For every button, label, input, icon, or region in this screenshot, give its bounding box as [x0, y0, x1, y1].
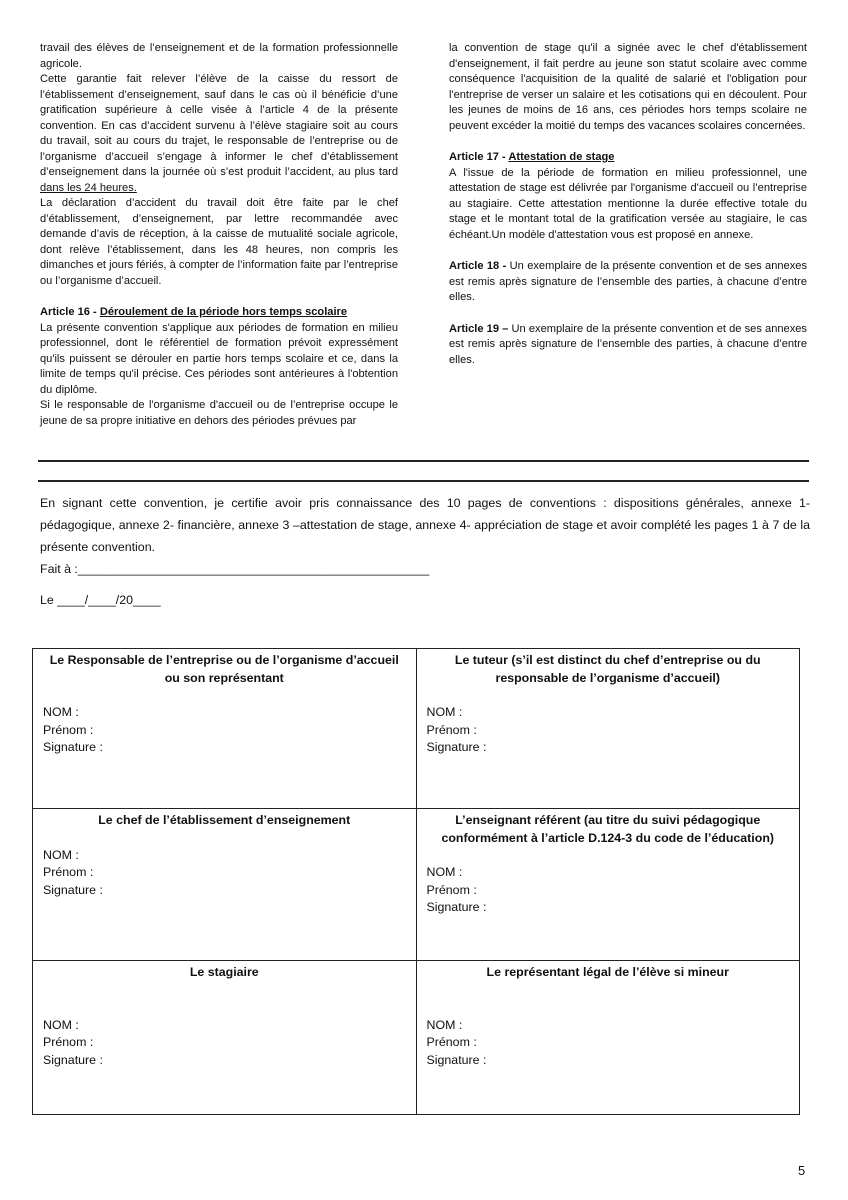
signature-fields: [43, 982, 406, 1070]
right-paragraph-1: la convention de stage qu'il a signée avec le chef d'établissement d'enseignement, il fait perdre au jeune son statut scolaire avec comme conséquence l'acquisition de la qualité de salarié et l'obligation pour l'entreprise de verser un salaire et les cotisations qui en découlent. Pour les jeunes de moins de 16 ans, ces périodes hors temps scolaire ne peuvent excéder la moitié du temps des vacances scolaires concernées.: [449, 42, 807, 132]
left-paragraph-2-text: Cette garantie fait relever l’élève de la caisse du ressort de l’établissement d’enseignement, sauf dans le cas où il bénéficie d’une gratification supérieure à celle visée à l’article 4 de la présente convention. En cas d’accident survenu à l’élève stagiaire soit au cours du travail, soit au cours du trajet, le responsable de l’entreprise ou de l’organisme d’accueil s’engage à informer le chef d’établissement d’enseignement dans la journée où s’est produit l’accident, au plus tard: [40, 73, 398, 178]
cell-title: Le stagiaire: [189, 965, 259, 979]
signature-cell-school-head[interactable]: [33, 809, 417, 961]
cell-title: Le chef de l’établissement d’enseignement: [98, 813, 351, 827]
signature-cell-company-manager[interactable]: [33, 649, 417, 809]
nom-label: NOM :: [426, 1017, 463, 1032]
signature-cell-legal-guardian[interactable]: [416, 961, 800, 1115]
prenom-label: Prénom :: [43, 1035, 94, 1049]
article-17-title: Attestation de stage: [508, 151, 615, 163]
article-18-label: Article 18 -: [449, 260, 510, 272]
signature-cell-trainee[interactable]: [33, 961, 417, 1115]
cell-title: Le représentant légal de l’élève si mineur: [486, 965, 729, 979]
prenom-label: Prénom :: [43, 722, 94, 737]
article-17-heading: [449, 150, 807, 166]
date-field[interactable]: Le ____/____/20____: [40, 593, 161, 607]
page-number: 5: [798, 1163, 806, 1178]
article-18-text: Un exemplaire de la présente convention et de ses annexes est remis après signature de l’ensemble des parties, à chacune d’entre elles.: [449, 260, 807, 303]
left-paragraph-2-deadline: dans les 24 heures.: [40, 181, 137, 194]
signature-fields: [43, 830, 406, 900]
nom-label: NOM :: [43, 847, 79, 862]
signature-label: Signature :: [426, 1052, 487, 1067]
signature-table: [32, 648, 800, 1115]
left-paragraph-3: La déclaration d’accident du travail doit être faite par le chef d’établissement, d’enseignement, par lettre recommandée avec demande d’avis de réception, à la caisse de mutualité sociale agricole, dont relève l’établissement, dans les 48 heures, non compris les dimanches et jours fériés, à compter de l’information faite par l’entreprise ou l’organisme d’accueil.: [40, 197, 398, 287]
nom-label: NOM :: [43, 1017, 79, 1032]
left-column: [40, 41, 398, 429]
signature-fields: [427, 982, 790, 1070]
article-16-heading: [40, 305, 398, 321]
article-16-paragraph-2: Si le responsable de l'organisme d'accueil ou de l’entreprise occupe le jeune de sa propre initiative en dehors des périodes prévues par: [40, 399, 398, 427]
place-field[interactable]: Fait à :___________________________________________________: [40, 562, 430, 576]
divider-top: [38, 460, 809, 462]
signature-fields: [43, 687, 406, 757]
article-18: [449, 259, 807, 306]
left-paragraph-2: [40, 72, 398, 196]
signature-label: Signature :: [43, 740, 103, 754]
divider-bottom: [38, 480, 809, 482]
article-19: [449, 322, 807, 369]
signature-cell-referent-teacher[interactable]: [416, 809, 800, 961]
left-paragraph-1: travail des élèves de l’enseignement et de la formation professionnelle agricole.: [40, 42, 398, 70]
nom-label: NOM :: [426, 865, 463, 879]
prenom-label: Prénom :: [43, 865, 94, 879]
cell-title: L’enseignant référent (au titre du suivi pédagogique conformément à l’article D.124-3 du code de l’éducation): [441, 813, 775, 845]
certification-statement: En signant cette convention, je certifie avoir pris connaissance des 10 pages de conventions : dispositions générales, annexe 1- pédagogique, annexe 2- financière, annexe 3 –attestation de stage, annexe 4- appréciation de stage et avoir complété les pages 1 à 7 de la présente convention.: [40, 496, 810, 554]
article-16-paragraph-1: La présente convention s'applique aux périodes de formation en milieu professionnel, dont le référentiel de formation prévoit expressément qu'ils puissent se dérouler en partie hors temps scolaire et ce, dans la limite de temps qu'il précise. Ces périodes sont antérieures à l'obtention du diplôme.: [40, 321, 398, 396]
prenom-label: Prénom :: [426, 722, 477, 737]
signature-label: Signature :: [426, 900, 487, 914]
cell-title: Le Responsable de l’entreprise ou de l’organisme d’accueil ou son représentant: [49, 653, 399, 685]
prenom-label: Prénom :: [426, 882, 477, 897]
nom-label: NOM :: [43, 705, 79, 719]
prenom-label: Prénom :: [426, 1035, 477, 1049]
article-17-label: Article 17 -: [449, 151, 509, 163]
signature-fields: [427, 847, 790, 917]
article-19-label: Article 19 –: [449, 322, 512, 335]
article-16-label: Article 16 -: [40, 306, 100, 318]
signature-fields: [427, 687, 790, 757]
signature-label: Signature :: [43, 882, 103, 897]
article-16-title: Déroulement de la période hors temps scolaire: [99, 306, 348, 318]
signature-label: Signature :: [426, 740, 487, 754]
right-column: [449, 41, 807, 368]
article-19-text: Un exemplaire de la présente convention et de ses annexes est remis après signature de l’ensemble des parties, à chacune d’entre elles.: [449, 322, 807, 366]
article-17-text: A l'issue de la période de formation en milieu professionnel, une attestation de stage est délivrée par l'organisme d'accueil ou l’entreprise au stagiaire. Cette attestation mentionne la durée effective totale du stage et le montant total de la gratification versée au stagiaire, le cas échéant.Un modèle d'attestation vous est proposé en annexe.: [449, 166, 807, 241]
signature-label: Signature :: [43, 1052, 103, 1067]
signature-cell-tutor[interactable]: [416, 649, 800, 809]
cell-title: Le tuteur (s’il est distinct du chef d’entreprise ou du responsable de l’organisme d’accueil): [454, 653, 761, 685]
nom-label: NOM :: [426, 705, 463, 719]
